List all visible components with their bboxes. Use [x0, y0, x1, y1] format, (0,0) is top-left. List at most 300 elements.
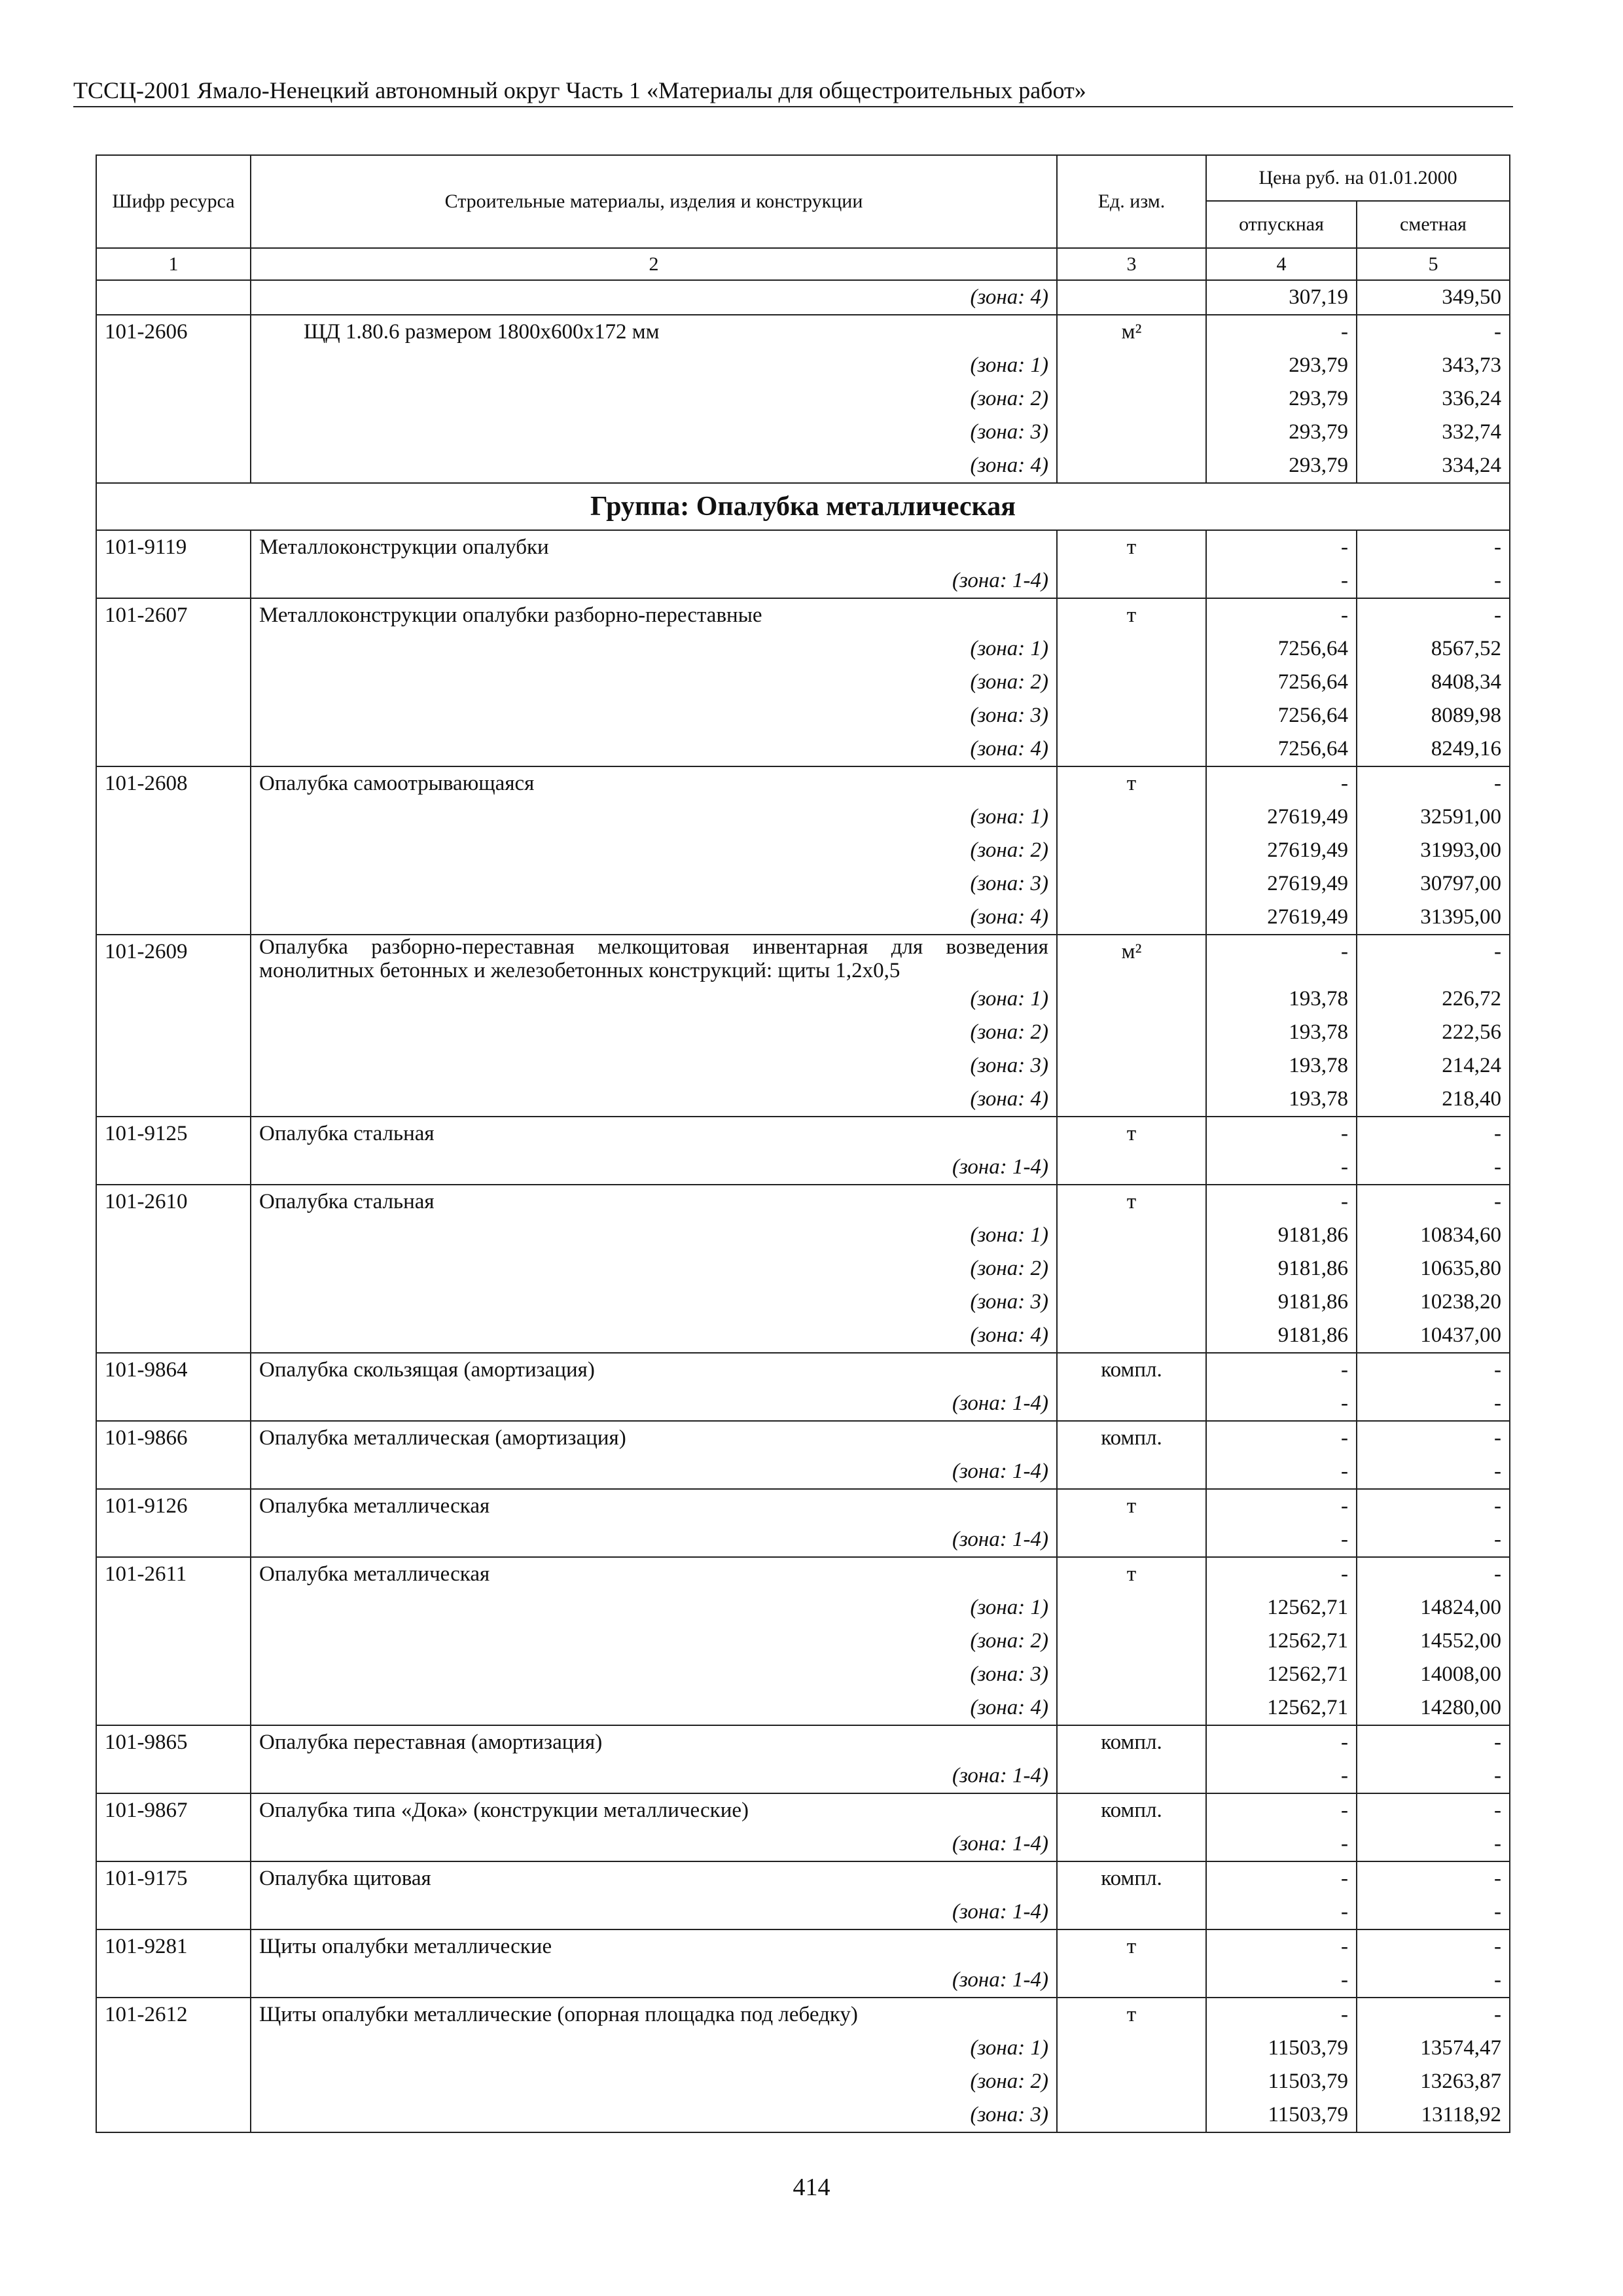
price-estimate: 214,24 — [1357, 1049, 1510, 1083]
price-estimate: 334,24 — [1357, 449, 1510, 483]
price-release: 12562,71 — [1206, 1658, 1357, 1691]
resource-row — [96, 766, 1510, 800]
resource-row — [96, 1421, 1510, 1455]
zone-label: (зона: 4) — [251, 1319, 1057, 1353]
zone-label: (зона: 4) — [251, 1083, 1057, 1117]
zone-label: (зона: 3) — [251, 2098, 1057, 2132]
unit-of-measure — [1057, 1827, 1206, 1861]
zone-row — [96, 1387, 1510, 1421]
price-release: - — [1206, 1455, 1357, 1489]
price-estimate: 31395,00 — [1357, 901, 1510, 935]
price-estimate: - — [1357, 1489, 1510, 1523]
price-release: - — [1206, 1725, 1357, 1759]
price-release: - — [1206, 564, 1357, 598]
header-code: Шифр ресурса — [96, 155, 251, 248]
resource-row — [96, 935, 1510, 982]
resource-code — [96, 901, 251, 935]
material-name: Опалубка металлическая — [251, 1489, 1057, 1523]
price-release: - — [1206, 1861, 1357, 1895]
resource-code — [96, 1219, 251, 1252]
price-release: 193,78 — [1206, 982, 1357, 1016]
zone-label: (зона: 1-4) — [251, 564, 1057, 598]
resource-code — [96, 632, 251, 666]
price-estimate: 336,24 — [1357, 382, 1510, 416]
price-estimate: 349,50 — [1357, 280, 1510, 315]
price-estimate: - — [1357, 1387, 1510, 1421]
unit-of-measure — [1057, 1151, 1206, 1185]
unit-of-measure — [1057, 1083, 1206, 1117]
price-estimate: - — [1357, 1117, 1510, 1151]
header-unit: Ед. изм. — [1057, 155, 1206, 248]
price-release: 12562,71 — [1206, 1624, 1357, 1658]
price-estimate: - — [1357, 1895, 1510, 1929]
unit-of-measure: т — [1057, 1185, 1206, 1219]
unit-of-measure — [1057, 1591, 1206, 1624]
page-number: 414 — [793, 2174, 830, 2201]
zone-row — [96, 1964, 1510, 1998]
zone-row — [96, 1319, 1510, 1353]
price-release: 11503,79 — [1206, 2032, 1357, 2065]
unit-of-measure — [1057, 382, 1206, 416]
zone-label: (зона: 4) — [251, 1691, 1057, 1725]
zone-row — [96, 1455, 1510, 1489]
resource-code — [96, 1624, 251, 1658]
price-release: 9181,86 — [1206, 1252, 1357, 1285]
material-name: Опалубка щитовая — [251, 1861, 1057, 1895]
column-number: 4 — [1206, 248, 1357, 280]
document-header: ТССЦ-2001 Ямало-Ненецкий автономный округ Часть 1 «Материалы для общестроительных работ» — [73, 77, 1086, 103]
unit-of-measure: компл. — [1057, 1353, 1206, 1387]
material-name: Опалубка самоотрывающаяся — [251, 766, 1057, 800]
zone-row — [96, 699, 1510, 732]
material-name: Опалубка переставная (амортизация) — [251, 1725, 1057, 1759]
price-release: - — [1206, 1964, 1357, 1998]
price-estimate: - — [1357, 1793, 1510, 1827]
resource-code: 101-9867 — [96, 1793, 251, 1827]
zone-label: (зона: 1) — [251, 1219, 1057, 1252]
price-release: - — [1206, 1557, 1357, 1591]
price-release: - — [1206, 1895, 1357, 1929]
unit-of-measure — [1057, 800, 1206, 834]
zone-row — [96, 982, 1510, 1016]
price-release: - — [1206, 1489, 1357, 1523]
price-release: 7256,64 — [1206, 632, 1357, 666]
unit-of-measure — [1057, 1691, 1206, 1725]
header-rule — [73, 106, 1513, 107]
price-release: 193,78 — [1206, 1016, 1357, 1049]
zone-row — [96, 1083, 1510, 1117]
price-release: 293,79 — [1206, 382, 1357, 416]
price-release: 293,79 — [1206, 349, 1357, 382]
price-estimate: 8249,16 — [1357, 732, 1510, 766]
zone-label: (зона: 1-4) — [251, 1151, 1057, 1185]
zone-row — [96, 1827, 1510, 1861]
resource-code — [96, 732, 251, 766]
price-release: - — [1206, 1827, 1357, 1861]
price-release: 293,79 — [1206, 416, 1357, 449]
zone-label: (зона: 1) — [251, 349, 1057, 382]
unit-of-measure — [1057, 732, 1206, 766]
column-number: 5 — [1357, 248, 1510, 280]
resource-code — [96, 1151, 251, 1185]
price-estimate: 31993,00 — [1357, 834, 1510, 867]
zone-row — [96, 1759, 1510, 1793]
zone-label: (зона: 3) — [251, 1049, 1057, 1083]
price-estimate: 343,73 — [1357, 349, 1510, 382]
table-head — [96, 155, 1510, 248]
price-estimate: - — [1357, 1557, 1510, 1591]
price-estimate: 10635,80 — [1357, 1252, 1510, 1285]
price-release: 7256,64 — [1206, 732, 1357, 766]
material-name: Опалубка металлическая (амортизация) — [251, 1421, 1057, 1455]
unit-of-measure — [1057, 1523, 1206, 1557]
zone-label: (зона: 2) — [251, 1016, 1057, 1049]
resource-code: 101-2607 — [96, 598, 251, 632]
resource-code — [96, 1455, 251, 1489]
resource-code — [96, 1895, 251, 1929]
price-release: - — [1206, 1793, 1357, 1827]
unit-of-measure — [1057, 1455, 1206, 1489]
unit-of-measure — [1057, 901, 1206, 935]
material-name: Опалубка разборно-переставная мелкощитовая инвентарная для возведения монолитных бетонных и железобетонных конструкций: щиты 1,2x0,5 — [251, 935, 1057, 982]
price-release: - — [1206, 1759, 1357, 1793]
resource-code — [96, 1285, 251, 1319]
price-estimate: 13574,47 — [1357, 2032, 1510, 2065]
resource-code — [96, 1319, 251, 1353]
price-estimate: - — [1357, 530, 1510, 564]
unit-of-measure — [1057, 1016, 1206, 1049]
resource-row — [96, 1861, 1510, 1895]
zone-row — [96, 1523, 1510, 1557]
resource-code: 101-9865 — [96, 1725, 251, 1759]
zone-label: (зона: 3) — [251, 867, 1057, 901]
resource-code: 101-9126 — [96, 1489, 251, 1523]
zone-row — [96, 732, 1510, 766]
price-estimate: - — [1357, 766, 1510, 800]
zone-row — [96, 449, 1510, 483]
unit-of-measure — [1057, 1049, 1206, 1083]
zone-row — [96, 632, 1510, 666]
price-estimate: 14008,00 — [1357, 1658, 1510, 1691]
zone-label: (зона: 3) — [251, 699, 1057, 732]
unit-of-measure — [1057, 564, 1206, 598]
zone-row — [96, 1895, 1510, 1929]
group-heading-row — [96, 483, 1510, 530]
price-estimate: 13118,92 — [1357, 2098, 1510, 2132]
resource-code — [96, 1964, 251, 1998]
price-release: - — [1206, 1929, 1357, 1964]
zone-label: (зона: 2) — [251, 2065, 1057, 2098]
unit-of-measure: компл. — [1057, 1421, 1206, 1455]
price-estimate: 218,40 — [1357, 1083, 1510, 1117]
unit-of-measure: т — [1057, 1929, 1206, 1964]
zone-row — [96, 1591, 1510, 1624]
price-estimate: - — [1357, 1523, 1510, 1557]
price-release: - — [1206, 935, 1357, 982]
price-release: - — [1206, 1353, 1357, 1387]
zone-label: (зона: 1-4) — [251, 1387, 1057, 1421]
resource-row — [96, 1557, 1510, 1591]
price-release: - — [1206, 1117, 1357, 1151]
price-release: 12562,71 — [1206, 1591, 1357, 1624]
price-release: 12562,71 — [1206, 1691, 1357, 1725]
resource-code — [96, 1387, 251, 1421]
price-release: - — [1206, 1421, 1357, 1455]
unit-of-measure: т — [1057, 1557, 1206, 1591]
price-estimate: 8408,34 — [1357, 666, 1510, 699]
price-release: - — [1206, 1185, 1357, 1219]
unit-of-measure: т — [1057, 598, 1206, 632]
zone-row — [96, 834, 1510, 867]
resource-code — [96, 564, 251, 598]
unit-of-measure — [1057, 1895, 1206, 1929]
zone-row — [96, 2098, 1510, 2132]
group-heading: Группа: Опалубка металлическая — [96, 483, 1510, 530]
price-release: 27619,49 — [1206, 901, 1357, 935]
zone-row — [96, 2032, 1510, 2065]
price-estimate: 10834,60 — [1357, 1219, 1510, 1252]
price-estimate: 14280,00 — [1357, 1691, 1510, 1725]
zone-label: (зона: 1-4) — [251, 1964, 1057, 1998]
unit-of-measure — [1057, 666, 1206, 699]
price-estimate: - — [1357, 1725, 1510, 1759]
resource-code: 101-9864 — [96, 1353, 251, 1387]
zone-row — [96, 1691, 1510, 1725]
price-table — [96, 154, 1510, 2133]
zone-row — [96, 800, 1510, 834]
price-estimate: - — [1357, 1421, 1510, 1455]
unit-of-measure — [1057, 2032, 1206, 2065]
zone-row — [96, 1219, 1510, 1252]
material-name: Металлоконструкции опалубки разборно-переставные — [251, 598, 1057, 632]
zone-label: (зона: 1) — [251, 982, 1057, 1016]
price-release: 307,19 — [1206, 280, 1357, 315]
price-release: 293,79 — [1206, 449, 1357, 483]
price-release: 7256,64 — [1206, 699, 1357, 732]
price-release: - — [1206, 1387, 1357, 1421]
zone-row — [96, 1016, 1510, 1049]
unit-of-measure: компл. — [1057, 1793, 1206, 1827]
price-release: 27619,49 — [1206, 867, 1357, 901]
zone-label: (зона: 1) — [251, 800, 1057, 834]
zone-label: (зона: 1-4) — [251, 1759, 1057, 1793]
price-release: 27619,49 — [1206, 800, 1357, 834]
resource-code: 101-9866 — [96, 1421, 251, 1455]
material-name: ЩД 1.80.6 размером 1800x600x172 мм — [251, 315, 1057, 349]
price-release: - — [1206, 530, 1357, 564]
zone-row — [96, 2065, 1510, 2098]
price-release: 9181,86 — [1206, 1319, 1357, 1353]
material-name: Опалубка стальная — [251, 1117, 1057, 1151]
resource-row — [96, 1117, 1510, 1151]
column-number: 2 — [251, 248, 1057, 280]
unit-of-measure: компл. — [1057, 1861, 1206, 1895]
unit-of-measure: т — [1057, 530, 1206, 564]
zone-label: (зона: 4) — [251, 732, 1057, 766]
zone-label: (зона: 4) — [251, 449, 1057, 483]
resource-code: 101-9175 — [96, 1861, 251, 1895]
price-release: - — [1206, 598, 1357, 632]
resource-code — [96, 1691, 251, 1725]
zone-label: (зона: 2) — [251, 1252, 1057, 1285]
price-estimate: 14552,00 — [1357, 1624, 1510, 1658]
column-number: 1 — [96, 248, 251, 280]
zone-label: (зона: 3) — [251, 1658, 1057, 1691]
resource-code: 101-2612 — [96, 1998, 251, 2032]
unit-of-measure: т — [1057, 1489, 1206, 1523]
price-estimate: - — [1357, 1998, 1510, 2032]
price-estimate: 10238,20 — [1357, 1285, 1510, 1319]
price-estimate: - — [1357, 1151, 1510, 1185]
zone-label: (зона: 2) — [251, 1624, 1057, 1658]
resource-code: 101-2611 — [96, 1557, 251, 1591]
column-numbers-row — [96, 248, 1510, 280]
price-estimate: 10437,00 — [1357, 1319, 1510, 1353]
column-number: 3 — [1057, 248, 1206, 280]
price-estimate: - — [1357, 1185, 1510, 1219]
unit-of-measure — [1057, 349, 1206, 382]
resource-code — [96, 1016, 251, 1049]
zone-row — [96, 416, 1510, 449]
resource-code — [96, 834, 251, 867]
zone-label: (зона: 1-4) — [251, 1895, 1057, 1929]
resource-code: 101-2610 — [96, 1185, 251, 1219]
resource-code — [96, 1523, 251, 1557]
price-release: 9181,86 — [1206, 1219, 1357, 1252]
header-price-estimate: сметная — [1357, 201, 1510, 248]
price-estimate: - — [1357, 1861, 1510, 1895]
resource-code — [96, 982, 251, 1016]
zone-label: (зона: 2) — [251, 382, 1057, 416]
price-estimate: - — [1357, 1929, 1510, 1964]
price-release: 11503,79 — [1206, 2065, 1357, 2098]
price-estimate: 32591,00 — [1357, 800, 1510, 834]
zone-row — [96, 382, 1510, 416]
zone-label: (зона: 1) — [251, 2032, 1057, 2065]
zone-row — [96, 280, 1510, 315]
resource-code — [96, 666, 251, 699]
zone-row — [96, 1624, 1510, 1658]
resource-row — [96, 1793, 1510, 1827]
zone-row — [96, 1658, 1510, 1691]
resource-row — [96, 1998, 1510, 2032]
price-estimate: 8089,98 — [1357, 699, 1510, 732]
resource-code — [96, 867, 251, 901]
price-release: - — [1206, 1151, 1357, 1185]
zone-row — [96, 867, 1510, 901]
header-price: Цена руб. на 01.01.2000 — [1206, 155, 1510, 201]
price-estimate: 30797,00 — [1357, 867, 1510, 901]
unit-of-measure: м² — [1057, 315, 1206, 349]
zone-row — [96, 666, 1510, 699]
zone-row — [96, 1285, 1510, 1319]
resource-code — [96, 2032, 251, 2065]
resource-code: 101-2609 — [96, 935, 251, 982]
unit-of-measure — [1057, 1219, 1206, 1252]
unit-of-measure — [1057, 1624, 1206, 1658]
resource-code — [96, 1083, 251, 1117]
zone-label: (зона: 1) — [251, 1591, 1057, 1624]
price-release: 7256,64 — [1206, 666, 1357, 699]
unit-of-measure — [1057, 1964, 1206, 1998]
unit-of-measure — [1057, 1252, 1206, 1285]
unit-of-measure — [1057, 1759, 1206, 1793]
resource-code — [96, 1658, 251, 1691]
price-release: 193,78 — [1206, 1049, 1357, 1083]
resource-code — [96, 382, 251, 416]
resource-row — [96, 1185, 1510, 1219]
price-release: - — [1206, 766, 1357, 800]
zone-label: (зона: 2) — [251, 834, 1057, 867]
price-release: 27619,49 — [1206, 834, 1357, 867]
unit-of-measure: т — [1057, 1117, 1206, 1151]
unit-of-measure — [1057, 1387, 1206, 1421]
zone-row — [96, 564, 1510, 598]
resource-code: 101-2608 — [96, 766, 251, 800]
unit-of-measure: т — [1057, 766, 1206, 800]
zone-label: (зона: 4) — [251, 901, 1057, 935]
header-name: Строительные материалы, изделия и конструкции — [251, 155, 1057, 248]
resource-code — [96, 416, 251, 449]
price-release: - — [1206, 1523, 1357, 1557]
price-estimate: - — [1357, 1827, 1510, 1861]
resource-row — [96, 315, 1510, 349]
price-estimate: - — [1357, 1353, 1510, 1387]
unit-of-measure — [1057, 867, 1206, 901]
price-release: - — [1206, 315, 1357, 349]
price-estimate: - — [1357, 598, 1510, 632]
price-estimate: - — [1357, 1455, 1510, 1489]
resource-code — [96, 1591, 251, 1624]
unit-of-measure: т — [1057, 1998, 1206, 2032]
material-name: Щиты опалубки металлические (опорная площадка под лебедку) — [251, 1998, 1057, 2032]
resource-code: 101-9281 — [96, 1929, 251, 1964]
price-estimate: - — [1357, 564, 1510, 598]
resource-code — [96, 800, 251, 834]
unit-of-measure — [1057, 2098, 1206, 2132]
resource-code: 101-9119 — [96, 530, 251, 564]
unit-of-measure — [1057, 1319, 1206, 1353]
material-name: Опалубка типа «Дока» (конструкции металлические) — [251, 1793, 1057, 1827]
unit-of-measure — [1057, 632, 1206, 666]
zone-row — [96, 1252, 1510, 1285]
material-name: Опалубка стальная — [251, 1185, 1057, 1219]
zone-row — [96, 349, 1510, 382]
material-name: Опалубка металлическая — [251, 1557, 1057, 1591]
resource-code — [96, 1759, 251, 1793]
price-estimate: 8567,52 — [1357, 632, 1510, 666]
price-estimate: - — [1357, 935, 1510, 982]
unit-of-measure — [1057, 1285, 1206, 1319]
resource-code — [96, 2065, 251, 2098]
resource-row — [96, 1353, 1510, 1387]
resource-row — [96, 1489, 1510, 1523]
unit-of-measure — [1057, 834, 1206, 867]
resource-code — [96, 2098, 251, 2132]
resource-code — [96, 349, 251, 382]
resource-code — [96, 280, 251, 315]
unit-of-measure — [1057, 982, 1206, 1016]
unit-of-measure — [1057, 416, 1206, 449]
zone-label: (зона: 3) — [251, 1285, 1057, 1319]
resource-row — [96, 598, 1510, 632]
unit-of-measure — [1057, 280, 1206, 315]
resource-row — [96, 530, 1510, 564]
unit-of-measure: компл. — [1057, 1725, 1206, 1759]
unit-of-measure — [1057, 449, 1206, 483]
zone-row — [96, 1049, 1510, 1083]
resource-code — [96, 449, 251, 483]
